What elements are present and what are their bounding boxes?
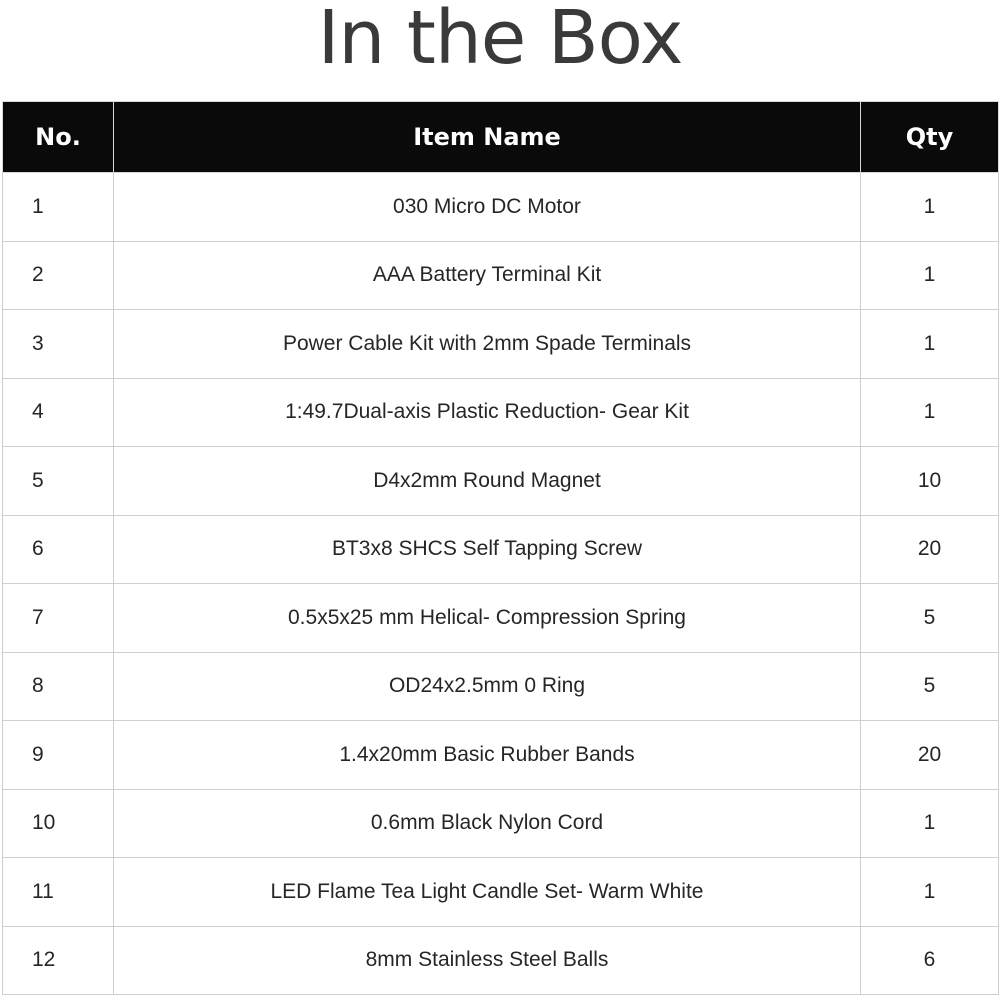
- cell-item-name: 1.4x20mm Basic Rubber Bands: [114, 721, 861, 790]
- cell-qty: 20: [861, 721, 999, 790]
- table-row: [3, 378, 999, 447]
- cell-no: 5: [3, 447, 114, 516]
- table-row: [3, 652, 999, 721]
- cell-no: 3: [3, 310, 114, 379]
- table-row: [3, 310, 999, 379]
- cell-qty: 1: [861, 858, 999, 927]
- table-row: [3, 241, 999, 310]
- table-row: [3, 789, 999, 858]
- cell-qty: 1: [861, 310, 999, 379]
- cell-qty: 1: [861, 789, 999, 858]
- cell-item-name: LED Flame Tea Light Candle Set- Warm White: [114, 858, 861, 927]
- in-the-box-table: [2, 101, 999, 995]
- cell-qty: 6: [861, 926, 999, 995]
- cell-no: 12: [3, 926, 114, 995]
- cell-item-name: 8mm Stainless Steel Balls: [114, 926, 861, 995]
- page-title: In the Box: [317, 0, 683, 81]
- cell-no: 11: [3, 858, 114, 927]
- header-row: [3, 102, 999, 173]
- cell-no: 6: [3, 515, 114, 584]
- cell-no: 8: [3, 652, 114, 721]
- cell-item-name: 1:49.7Dual-axis Plastic Reduction- Gear Kit: [114, 378, 861, 447]
- header-item-name: Item Name: [114, 102, 861, 173]
- cell-qty: 10: [861, 447, 999, 516]
- cell-no: 1: [3, 173, 114, 242]
- table-row: [3, 173, 999, 242]
- table-header: [3, 102, 999, 173]
- cell-item-name: BT3x8 SHCS Self Tapping Screw: [114, 515, 861, 584]
- cell-qty: 1: [861, 378, 999, 447]
- table-row: [3, 584, 999, 653]
- cell-item-name: Power Cable Kit with 2mm Spade Terminals: [114, 310, 861, 379]
- table-body: [3, 173, 999, 995]
- cell-no: 9: [3, 721, 114, 790]
- cell-qty: 20: [861, 515, 999, 584]
- cell-no: 10: [3, 789, 114, 858]
- header-no: No.: [3, 102, 114, 173]
- cell-qty: 5: [861, 652, 999, 721]
- cell-no: 2: [3, 241, 114, 310]
- cell-no: 4: [3, 378, 114, 447]
- cell-item-name: AAA Battery Terminal Kit: [114, 241, 861, 310]
- cell-item-name: 0.6mm Black Nylon Cord: [114, 789, 861, 858]
- cell-qty: 1: [861, 241, 999, 310]
- cell-item-name: 0.5x5x25 mm Helical- Compression Spring: [114, 584, 861, 653]
- cell-qty: 1: [861, 173, 999, 242]
- table-row: [3, 858, 999, 927]
- table-row: [3, 447, 999, 516]
- cell-no: 7: [3, 584, 114, 653]
- table-row: [3, 515, 999, 584]
- cell-qty: 5: [861, 584, 999, 653]
- cell-item-name: D4x2mm Round Magnet: [114, 447, 861, 516]
- header-qty: Qty: [861, 102, 999, 173]
- table-row: [3, 926, 999, 995]
- cell-item-name: OD24x2.5mm 0 Ring: [114, 652, 861, 721]
- cell-item-name: 030 Micro DC Motor: [114, 173, 861, 242]
- table-row: [3, 721, 999, 790]
